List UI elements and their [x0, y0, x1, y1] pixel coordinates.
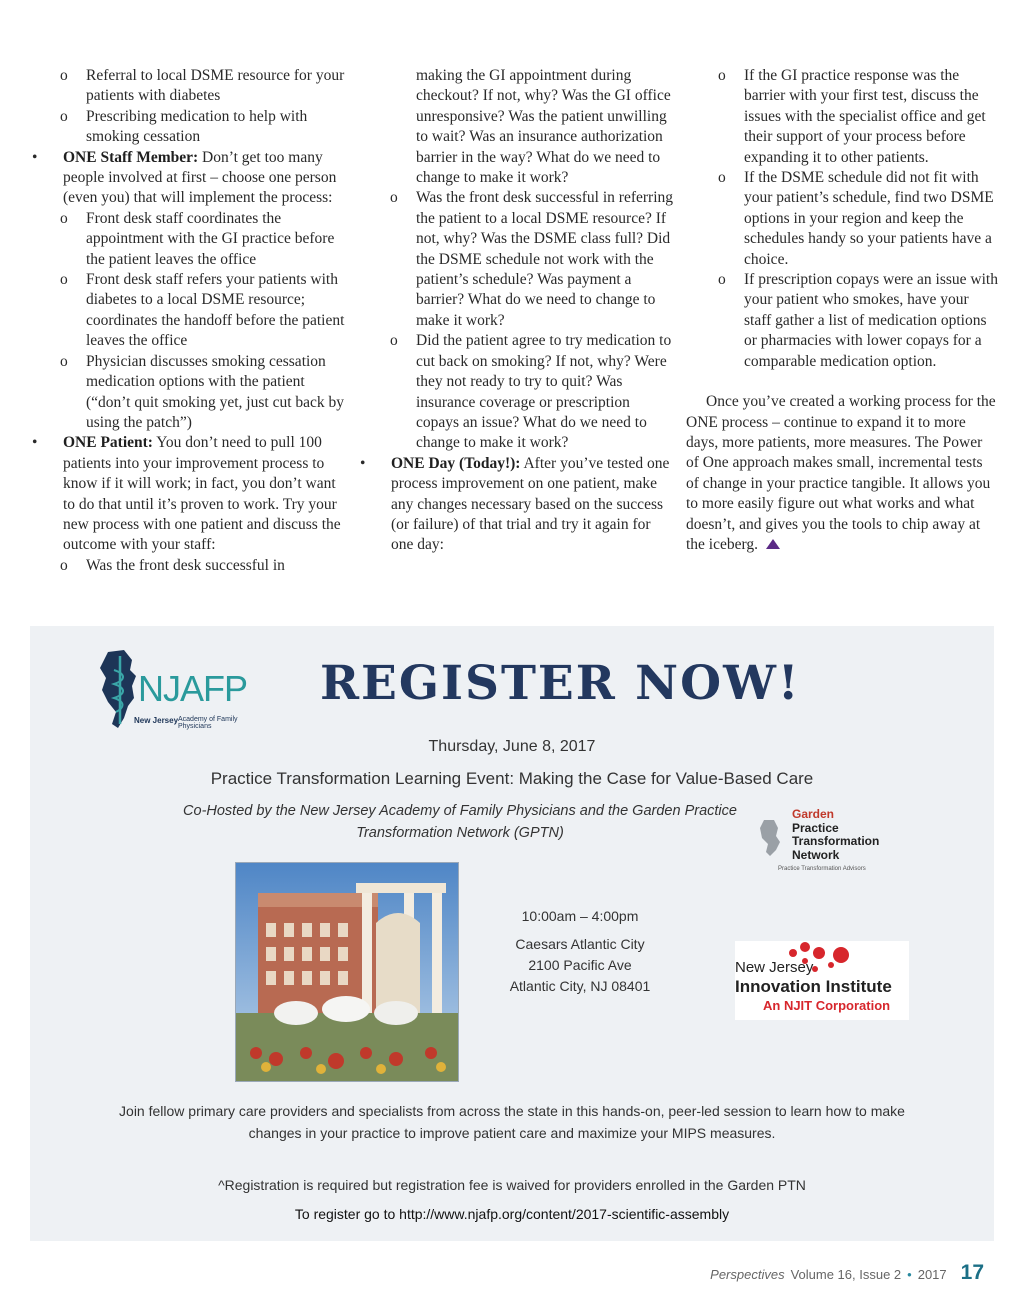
list-item — [30, 556, 350, 576]
gptn-logo — [756, 808, 916, 878]
page-number: 17 — [960, 1261, 984, 1284]
list-marker: • — [360, 454, 366, 472]
list-item-text: Referral to local DSME resource for your patients with diabetes — [86, 67, 345, 105]
article-column-3 — [686, 66, 998, 555]
list-item-text: Was the front desk successful in referring the patient to a local DSME resource? If not, why? Was the DSME class full? Did the DSME schedule not work with the patient’s schedule? Was payment a barrier? What do we need to change to make it work? — [416, 189, 673, 329]
end-of-article-icon — [766, 539, 780, 549]
list-marker: o — [718, 169, 726, 187]
list-item — [358, 188, 676, 331]
article-column-1 — [30, 66, 350, 576]
event-address — [490, 934, 670, 997]
list-item — [30, 433, 350, 555]
list-item-continuation: making the GI appointment during checkout? If not, why? Was the GI office unresponsive? Was the patient unwilling to wait? Was an insurance authorization barrier in the way? What do we need to change to make it work? — [416, 67, 671, 187]
venue-name: Caesars Atlantic City — [515, 936, 645, 952]
list-item — [686, 270, 998, 372]
list-item-text: If the DSME schedule did not fit with your patient’s schedule, find two DSME options in your region and keep the schedules handy so your patients have a choice. — [744, 169, 994, 268]
registration-note: ^Registration is required but registration fee is waived for providers enrolled in the Garden PTN — [218, 1177, 806, 1193]
list-item — [30, 66, 350, 107]
gptn-line-1: Garden — [792, 807, 835, 821]
article-column-2 — [358, 66, 676, 556]
magazine-name: Perspectives — [710, 1267, 785, 1282]
list-marker: o — [60, 556, 68, 574]
njii-line-3: An NJIT Corporation — [763, 998, 891, 1013]
list-item-heading: ONE Day (Today!): — [391, 454, 521, 472]
list-item-text: If prescription copays were an issue with your patient who smokes, have your staff gather a list of medication options or pharmacies with lower copays for a comparable medication option. — [744, 271, 998, 370]
list-marker: o — [718, 271, 726, 289]
njafp-wordmark: NJAFP — [138, 668, 248, 709]
list-item-text: Was the front desk successful in — [86, 556, 285, 574]
list-item — [30, 209, 350, 270]
list-item-text: Prescribing medication to help with smoking cessation — [86, 107, 308, 146]
list-item-heading: ONE Patient: — [63, 434, 153, 452]
list-item-text: Don’t get too many people involved at first – choose one person (even you) that will implement the process: — [63, 148, 337, 207]
list-marker: o — [390, 332, 398, 350]
list-marker: o — [390, 189, 398, 207]
list-item-text: Front desk staff refers your patients with diabetes to a local DSME resource; coordinates the handoff before the patient leaves the office — [86, 271, 345, 350]
list-marker: o — [718, 67, 726, 84]
list-marker: o — [60, 67, 68, 84]
closing-paragraph-text: Once you’ve created a working process for the ONE process – continue to expand it to more days, more patients, more measures. The Power of One approach makes small, incremental tests of change in your practice tangible. It allows you to more easily figure out what works and what doesn’t, and gives you the tools to chip away at the iceberg. — [686, 393, 996, 553]
list-item — [358, 331, 676, 453]
register-headline: REGISTER NOW! — [320, 656, 801, 711]
njafp-sub-state: New Jersey — [134, 716, 179, 725]
list-item-text: After you’ve tested one process improvement on one patient, make any changes necessary based on the success (or failure) of that trial and try it again for one day: — [391, 454, 670, 554]
list-item-heading: ONE Staff Member: — [63, 148, 199, 166]
list-item-text: You don’t need to pull 100 patients into your improvement process to know if it will work; in fact, you don’t want to do that until it’s proven to work. Try your new process with one patient and discuss the outcome with your staff: — [63, 434, 341, 554]
footer-bullet: • — [907, 1267, 912, 1282]
njafp-sub-name: Academy of Family Physicians — [178, 716, 238, 730]
njii-logo — [735, 941, 909, 1020]
list-item — [30, 148, 350, 209]
list-item — [30, 352, 350, 434]
list-item-text: If the GI practice response was the barrier with your first test, discuss the issues with the specialist office and get their support of your process before expanding it to other patients. — [744, 67, 986, 166]
njii-line-2: Innovation Institute — [735, 977, 892, 996]
event-description: Join fellow primary care providers and specialists from across the state in this hands-on, peer-led session to learn how to make changes in your practice to improve patient care and maximize your MIPS measures. — [119, 1103, 905, 1141]
cohost-line: Co-Hosted by the New Jersey Academy of Family Physicians and the Garden Practice Transformation Network (GPTN) — [183, 803, 737, 841]
list-item — [30, 270, 350, 352]
caesars-venue-photo — [235, 862, 459, 1082]
list-marker: • — [32, 434, 38, 452]
njafp-logo — [94, 646, 264, 736]
gptn-line-4: Network — [792, 847, 840, 862]
issue-year: 2017 — [917, 1267, 947, 1282]
list-item — [358, 454, 676, 556]
venue-street: 2100 Pacific Ave — [528, 957, 632, 973]
event-date: Thursday, June 8, 2017 — [428, 738, 596, 755]
venue-photo-illustration — [236, 863, 458, 1081]
closing-paragraph — [686, 392, 998, 555]
list-item-text: Did the patient agree to try medication to cut back on smoking? If not, why? Were they not ready to try to quit? Was insurance coverage or prescription copays an issue? What do we need to change to make it work? — [416, 332, 672, 452]
page-footer — [710, 1261, 984, 1285]
gptn-line-2: Practice — [792, 820, 839, 835]
list-item-text: Front desk staff coordinates the appointment with the GI practice before the patient leaves the office — [86, 209, 335, 268]
gptn-line-3: Transformation — [792, 834, 880, 848]
list-item — [686, 168, 998, 270]
event-title: Practice Transformation Learning Event: Making the Case for Value-Based Care — [210, 769, 814, 788]
gptn-tagline: Practice Transformation Advisors — [778, 866, 866, 872]
register-ad-panel — [30, 626, 994, 1241]
venue-city: Atlantic City, NJ 08401 — [509, 978, 651, 994]
event-time: 10:00am – 4:00pm — [521, 908, 639, 924]
list-item-text: Physician discusses smoking cessation medication options with the patient (“don’t quit smoking yet, just cut back by using the patch”) — [86, 352, 345, 431]
list-marker: o — [60, 209, 68, 227]
list-item — [30, 107, 350, 148]
list-marker: o — [60, 271, 68, 289]
list-marker: o — [60, 352, 68, 370]
njii-line-1: New Jersey — [735, 959, 814, 976]
registration-link[interactable]: To register go to http://www.njafp.org/content/2017-scientific-assembly — [294, 1206, 730, 1222]
issue-info: Volume 16, Issue 2 — [790, 1267, 902, 1282]
list-marker: o — [60, 107, 68, 125]
list-marker: • — [32, 148, 38, 166]
nj-state-map-icon — [758, 818, 788, 858]
list-item — [686, 66, 998, 168]
